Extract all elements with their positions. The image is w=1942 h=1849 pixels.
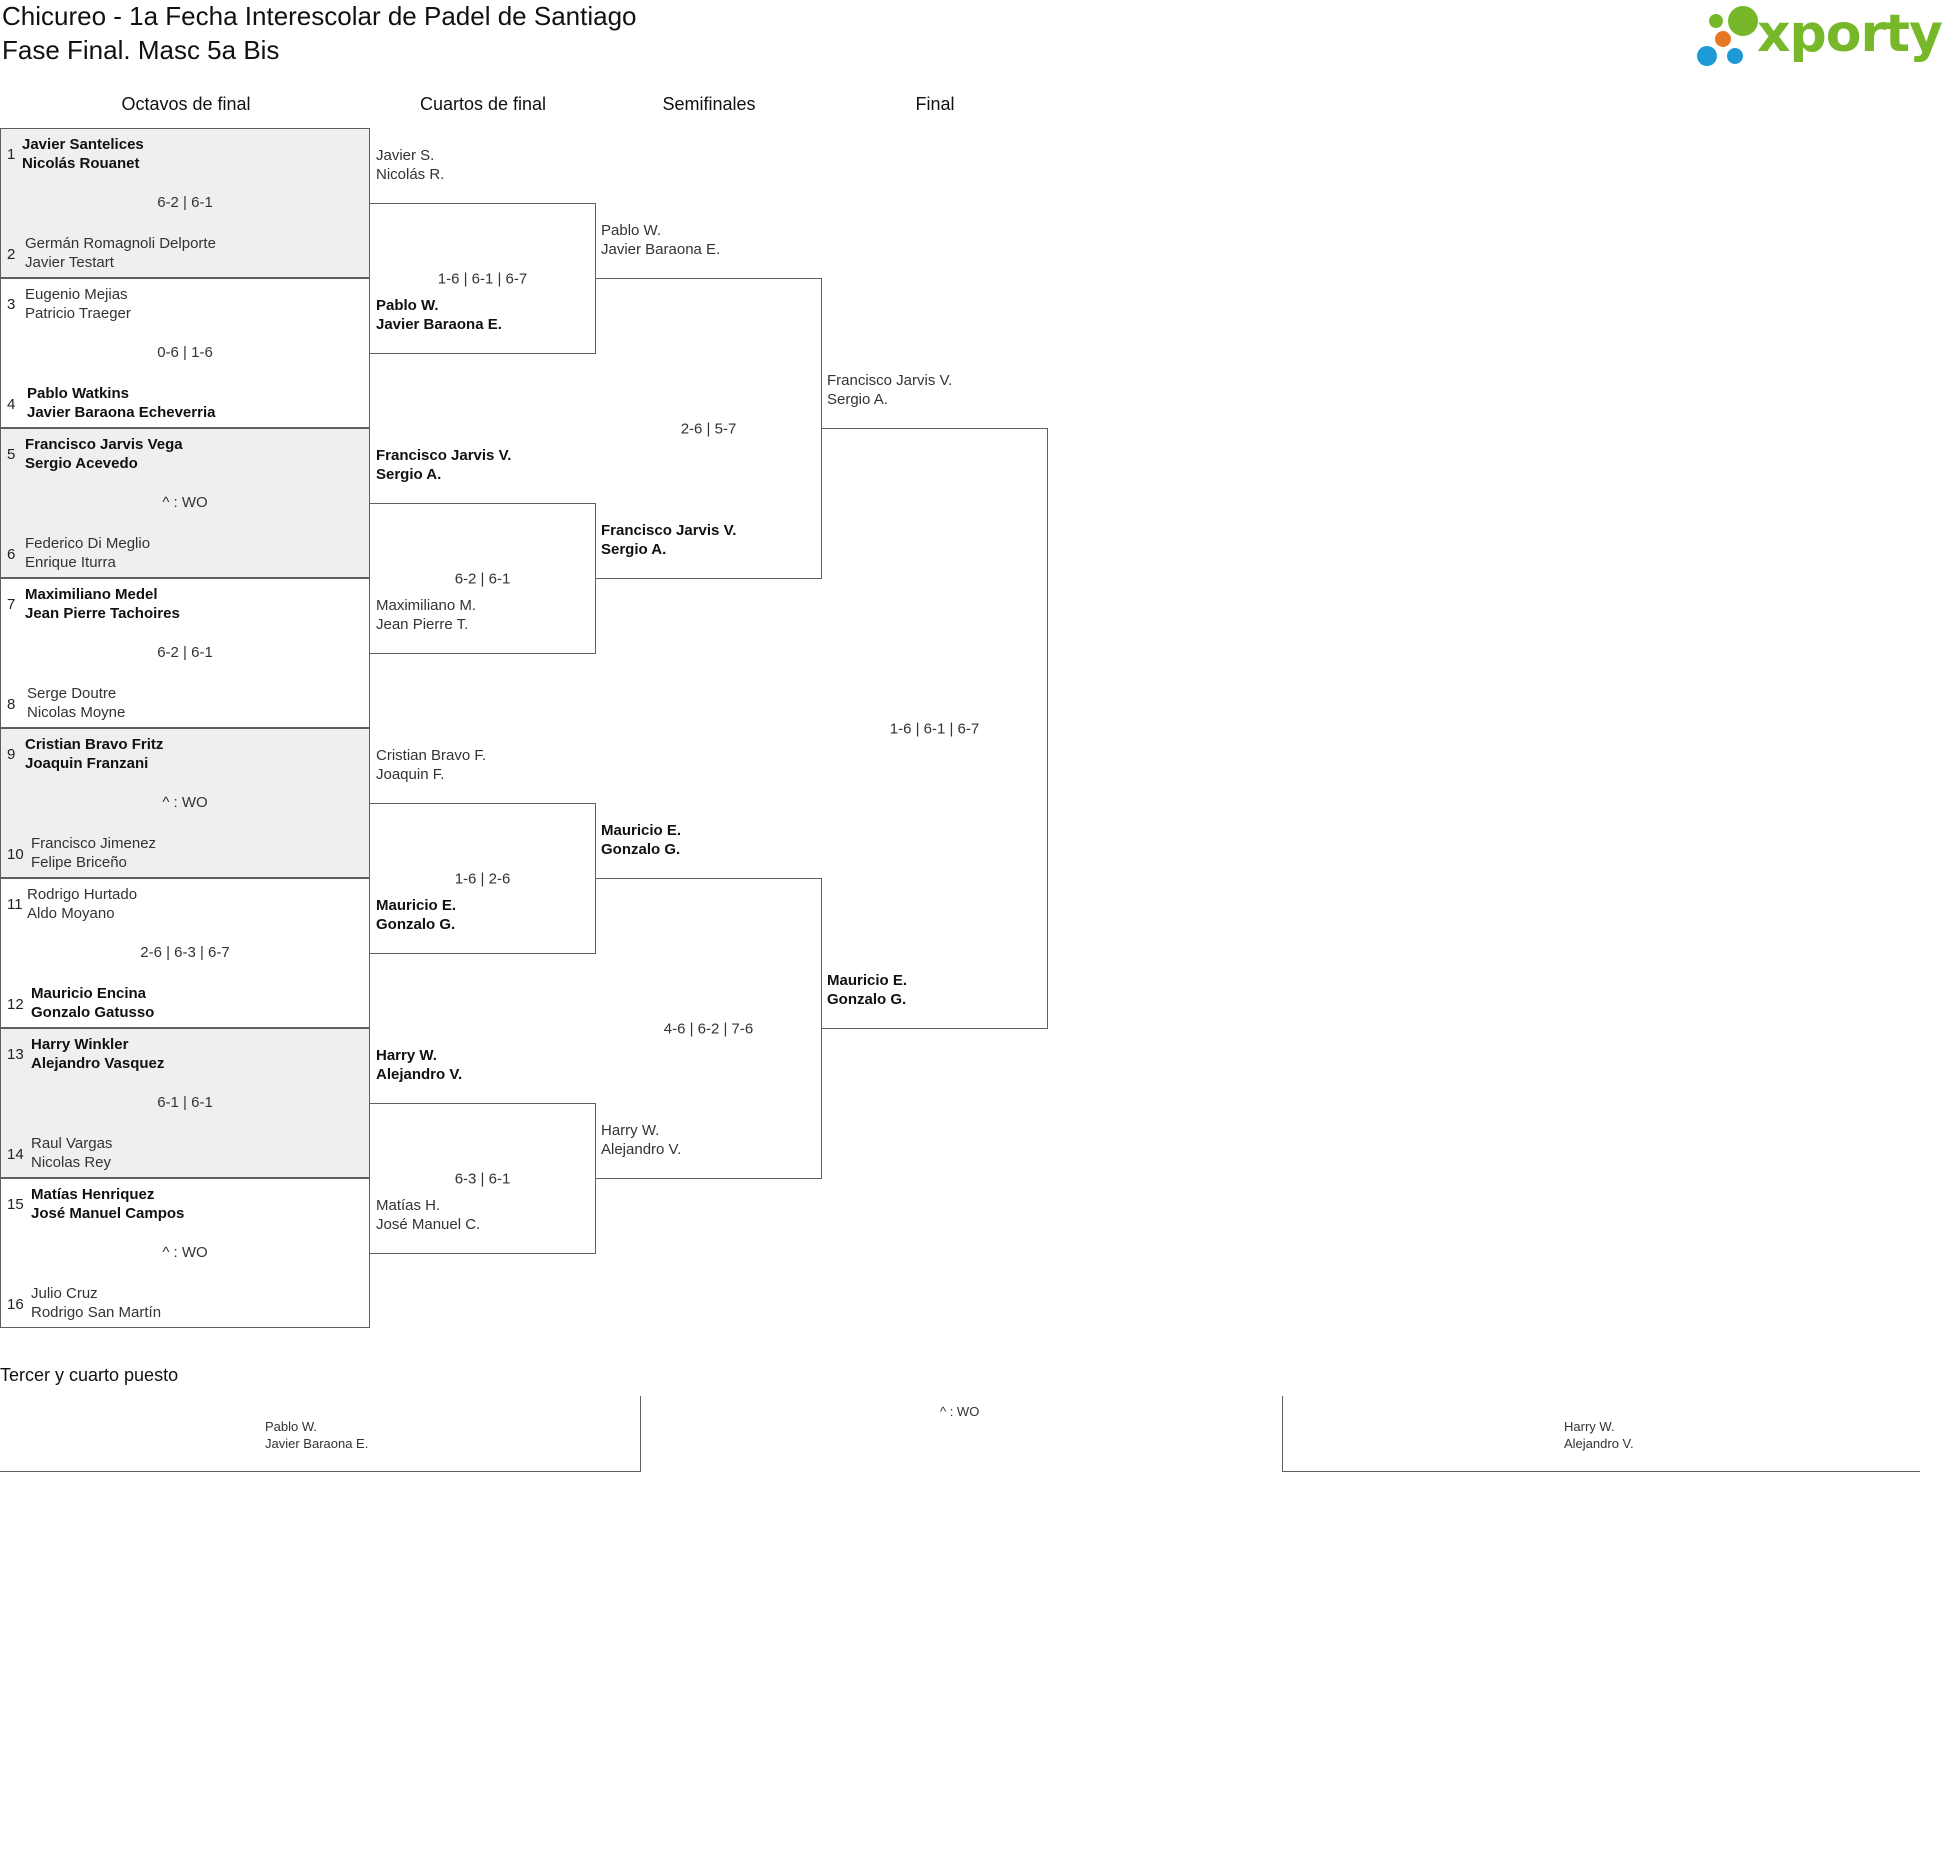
match-score: 6-2 | 6-1 <box>454 570 511 587</box>
logo-dot-green-small-icon <box>1709 14 1723 28</box>
team-top: Maximiliano Medel Jean Pierre Tachoires <box>25 586 180 622</box>
r16-match-3 <box>0 428 370 578</box>
third-place-team-right: Harry W. Alejandro V. <box>1564 1419 1634 1451</box>
match-score: 4-6 | 6-2 | 7-6 <box>663 1020 754 1037</box>
final-team-top: Francisco Jarvis V. Sergio A. <box>827 372 953 408</box>
seed-number: 11 <box>7 896 23 913</box>
seed-number: 15 <box>7 1196 24 1213</box>
match-score: ^ : WO <box>162 494 208 511</box>
team-top: Matías Henriquez José Manuel Campos <box>31 1186 185 1222</box>
r16-match-8 <box>0 1178 370 1328</box>
match-score: 6-3 | 6-1 <box>454 1170 511 1187</box>
team-top: Eugenio Mejias Patricio Traeger <box>25 286 131 322</box>
match-score: 2-6 | 6-3 | 6-7 <box>140 944 230 961</box>
seed-number: 9 <box>7 746 16 763</box>
r16-match-4 <box>0 578 370 728</box>
xporty-logo <box>1695 4 1942 70</box>
third-place-score: ^ : WO <box>940 1404 980 1419</box>
r16-match-7 <box>0 1028 370 1178</box>
seed-number: 1 <box>7 146 16 163</box>
r16-match-5 <box>0 728 370 878</box>
qf3-team-bottom: Mauricio E. Gonzalo G. <box>376 897 457 933</box>
logo-wordmark: xporty <box>1757 4 1942 64</box>
sf2-team-bottom: Harry W. Alejandro V. <box>601 1122 682 1158</box>
seed-number: 13 <box>7 1046 24 1063</box>
third-place-right-box <box>1282 1396 1920 1472</box>
logo-dot-blue-small-icon <box>1727 48 1743 64</box>
qf3-team-top: Cristian Bravo F. Joaquin F. <box>376 747 487 783</box>
match-score: ^ : WO <box>162 1244 208 1261</box>
round-header-cuartos: Cuartos de final <box>419 94 547 114</box>
qf2-team-top: Francisco Jarvis V. Sergio A. <box>376 447 512 483</box>
qf1-team-top: Javier S. Nicolás R. <box>376 147 445 183</box>
match-score: 2-6 | 5-7 <box>680 420 737 437</box>
seed-number: 14 <box>7 1146 24 1163</box>
team-top: Javier Santelices Nicolás Rouanet <box>22 136 144 172</box>
team-bottom: Raul Vargas Nicolas Rey <box>31 1135 113 1171</box>
team-top: Francisco Jarvis Vega Sergio Acevedo <box>25 436 183 472</box>
seed-number: 16 <box>7 1296 24 1313</box>
team-top: Rodrigo Hurtado Aldo Moyano <box>27 886 138 922</box>
match-score: 1-6 | 6-1 | 6-7 <box>437 270 528 287</box>
third-place-title: Tercer y cuarto puesto <box>0 1365 179 1385</box>
match-score: 0-6 | 1-6 <box>157 344 213 361</box>
match-score: 1-6 | 6-1 | 6-7 <box>889 720 980 737</box>
match-score: 6-1 | 6-1 <box>157 1094 213 1111</box>
round-header-semifinales: Semifinales <box>662 94 756 114</box>
seed-number: 10 <box>7 846 24 863</box>
seed-number: 8 <box>7 696 16 713</box>
team-bottom: Pablo Watkins Javier Baraona Echeverria <box>27 385 216 421</box>
phase-title: Fase Final. Masc 5a Bis <box>2 35 280 65</box>
qf4-team-bottom: Matías H. José Manuel C. <box>376 1197 481 1233</box>
third-place-left-box <box>0 1396 641 1472</box>
third-place-team-left: Pablo W. Javier Baraona E. <box>265 1419 369 1451</box>
logo-dot-blue-icon <box>1697 46 1717 66</box>
qf4-team-top: Harry W. Alejandro V. <box>376 1047 463 1083</box>
match-score: 6-2 | 6-1 <box>157 644 213 661</box>
r16-match-2 <box>0 278 370 428</box>
round-header-octavos: Octavos de final <box>121 94 251 114</box>
sf1-team-top: Pablo W. Javier Baraona E. <box>601 222 721 258</box>
round-header-final: Final <box>915 94 955 114</box>
team-bottom: Julio Cruz Rodrigo San Martín <box>31 1285 162 1321</box>
seed-number: 3 <box>7 296 16 313</box>
match-score: 1-6 | 2-6 <box>454 870 511 887</box>
seed-number: 2 <box>7 246 16 263</box>
seed-number: 5 <box>7 446 16 463</box>
match-score: ^ : WO <box>162 794 208 811</box>
final-match <box>822 428 1048 1029</box>
sf1-team-bottom: Francisco Jarvis V. Sergio A. <box>601 522 737 558</box>
tournament-title: Chicureo - 1a Fecha Interescolar de Padel de Santiago <box>2 1 637 31</box>
r16-match-1 <box>0 128 370 278</box>
logo-dot-green-icon <box>1728 6 1758 36</box>
match-score: 6-2 | 6-1 <box>157 194 213 211</box>
seed-number: 6 <box>7 546 16 563</box>
team-bottom: Mauricio Encina Gonzalo Gatusso <box>31 985 155 1021</box>
r16-match-6 <box>0 878 370 1028</box>
logo-dot-orange-icon <box>1715 31 1731 47</box>
team-bottom: Francisco Jimenez Felipe Briceño <box>31 835 157 871</box>
sf2-team-top: Mauricio E. Gonzalo G. <box>601 822 682 858</box>
team-bottom: Federico Di Meglio Enrique Iturra <box>25 535 151 571</box>
team-bottom: Serge Doutre Nicolas Moyne <box>27 685 126 721</box>
team-top: Cristian Bravo Fritz Joaquin Franzani <box>25 736 164 772</box>
team-top: Harry Winkler Alejandro Vasquez <box>31 1036 165 1072</box>
team-bottom: Germán Romagnoli Delporte Javier Testart <box>25 235 216 271</box>
final-team-bottom: Mauricio E. Gonzalo G. <box>827 972 908 1008</box>
seed-number: 7 <box>7 596 16 613</box>
seed-number: 12 <box>7 996 24 1013</box>
seed-number: 4 <box>7 396 16 413</box>
qf1-team-bottom: Pablo W. Javier Baraona E. <box>376 297 502 333</box>
qf2-team-bottom: Maximiliano M. Jean Pierre T. <box>376 597 477 633</box>
